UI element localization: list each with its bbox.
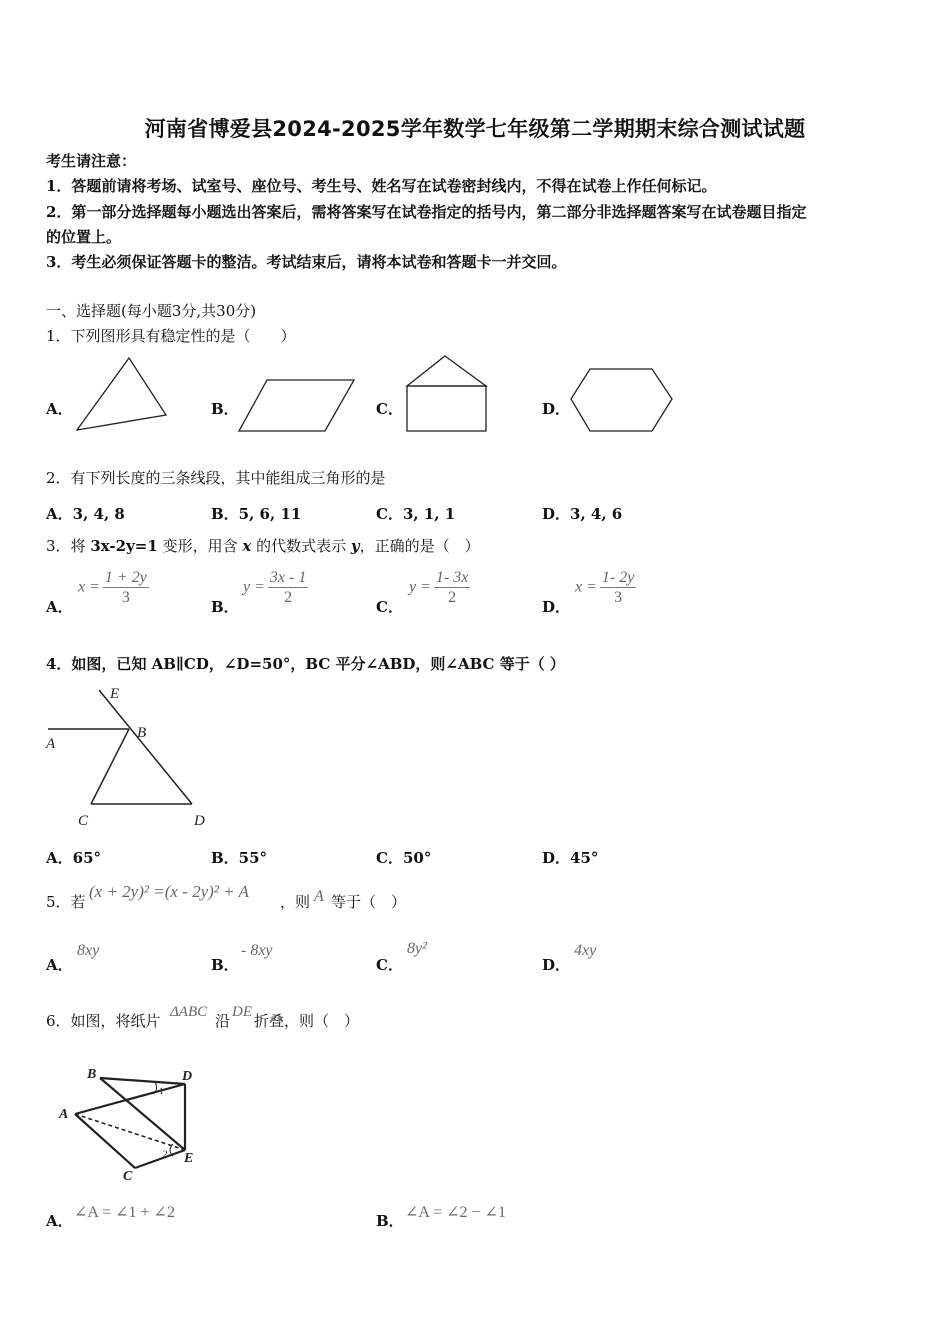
q6-option-a-label: A． <box>46 1212 73 1230</box>
q2-option-b: B．5, 6, 11 <box>211 505 302 523</box>
q3-stem: 3．将 3x-2y=1 变形，用含 x 的代数式表示 y，正确的是（ ） <box>46 537 480 555</box>
q5-stem-mid: ，则 <box>280 893 311 911</box>
q3-option-a-formula: x = $\frac{1 + 2y}{3}$ <box>78 569 147 606</box>
q4-option-c: C．50° <box>376 849 432 867</box>
q6-label-c: C <box>123 1169 133 1184</box>
q1-option-d-label: D． <box>542 400 571 418</box>
q6-stem-mid: 沿 <box>215 1012 231 1030</box>
q6-stem-post: 折叠，则（ ） <box>254 1012 360 1030</box>
q6-label-e: E <box>184 1151 194 1166</box>
q4-label-a: A <box>46 736 56 752</box>
q5-option-b: - 8xy <box>241 942 273 959</box>
q3-option-c-formula: y = $\frac{1- 3x}{2}$ <box>409 569 469 606</box>
q2-option-d: D．3, 4, 6 <box>542 505 623 523</box>
q6-option-b-label: B． <box>376 1212 404 1230</box>
q1-hexagon-figure <box>568 367 676 435</box>
q1-parallelogram-figure <box>237 378 357 434</box>
q1-house-figure <box>405 354 490 434</box>
q4-option-b: B．55° <box>211 849 268 867</box>
q3-option-b-formula: y = $\frac{3x - 1}{2}$ <box>243 569 307 606</box>
q4-label-b: B <box>137 725 147 741</box>
q5-option-a: 8xy <box>77 942 100 959</box>
q4-label-c: C <box>78 813 89 829</box>
notice-item-2: 2．第一部分选择题每小题选出答案后，需将答案写在试卷指定的括号内，第二部分非选择题答案写在试卷题目指定 <box>46 203 807 221</box>
q6-figure <box>55 1066 205 1184</box>
q6-label-d: D <box>182 1069 193 1084</box>
q6-label-b: B <box>87 1067 97 1082</box>
q5-stem-post: 等于（ ） <box>331 893 407 911</box>
q2-option-a: A．3, 4, 8 <box>46 505 125 523</box>
q5-option-b-label: B． <box>211 956 239 974</box>
q3-option-d-formula: x = $\frac{1- 2y}{3}$ <box>575 569 635 606</box>
notice-item-2-cont: 的位置上。 <box>46 228 122 246</box>
notice-item-1: 1．答题前请将考场、试室号、座位号、考生号、姓名写在试卷密封线内，不得在试卷上作任何标记。 <box>46 177 717 195</box>
q3-option-a-label: A． <box>46 598 73 616</box>
q6-stem-prefix: 6．如图，将纸片 <box>46 1012 161 1030</box>
q5-stem-prefix: 5．若 <box>46 893 86 911</box>
q6-line: DE <box>232 1004 252 1020</box>
section-heading: 一、选择题(每小题3分,共30分) <box>46 302 257 320</box>
q4-option-d: D．45° <box>542 849 599 867</box>
q6-triangle: ΔABC <box>170 1004 208 1020</box>
q6-angle-1: 1 <box>159 1086 164 1096</box>
q1-option-b-label: B． <box>211 400 239 418</box>
q5-option-c: 8y² <box>407 940 427 957</box>
q4-stem: 4．如图，已知 AB∥CD，∠D=50°，BC 平分∠ABD，则∠ABC 等于（ ） <box>46 655 565 673</box>
q5-option-a-label: A． <box>46 956 73 974</box>
q4-label-d: D <box>194 813 205 829</box>
q5-var: A <box>314 888 324 905</box>
q1-triangle-figure <box>74 355 169 435</box>
q2-option-c: C．3, 1, 1 <box>376 505 456 523</box>
q6-label-a: A <box>59 1107 69 1122</box>
q5-option-c-label: C． <box>376 956 403 974</box>
q5-expression: (x + 2y)² =(x - 2y)² + A <box>89 882 249 901</box>
q4-figure <box>44 682 219 830</box>
q5-option-d: 4xy <box>574 942 597 959</box>
notice-heading: 考生请注意： <box>46 152 137 170</box>
q4-label-e: E <box>110 686 120 702</box>
page-title: 河南省博爱县2024-2025学年数学七年级第二学期期末综合测试试题 <box>144 117 806 141</box>
notice-item-3: 3．考生必须保证答题卡的整洁。考试结束后，请将本试卷和答题卡一并交回。 <box>46 253 567 271</box>
q3-option-c-label: C． <box>376 598 403 616</box>
q3-option-b-label: B． <box>211 598 239 616</box>
q1-option-a-label: A． <box>46 400 73 418</box>
q1-stem: 1．下列图形具有稳定性的是（ ） <box>46 327 296 345</box>
q4-option-a: A．65° <box>46 849 102 867</box>
q1-option-c-label: C． <box>376 400 403 418</box>
q6-option-a: ∠A = ∠1 + ∠2 <box>74 1204 175 1221</box>
q6-option-b: ∠A = ∠2 − ∠1 <box>405 1204 506 1221</box>
q2-stem: 2．有下列长度的三条线段，其中能组成三角形的是 <box>46 469 386 487</box>
q6-angle-2: 2 <box>163 1149 168 1159</box>
q5-option-d-label: D． <box>542 956 571 974</box>
q3-option-d-label: D． <box>542 598 571 616</box>
